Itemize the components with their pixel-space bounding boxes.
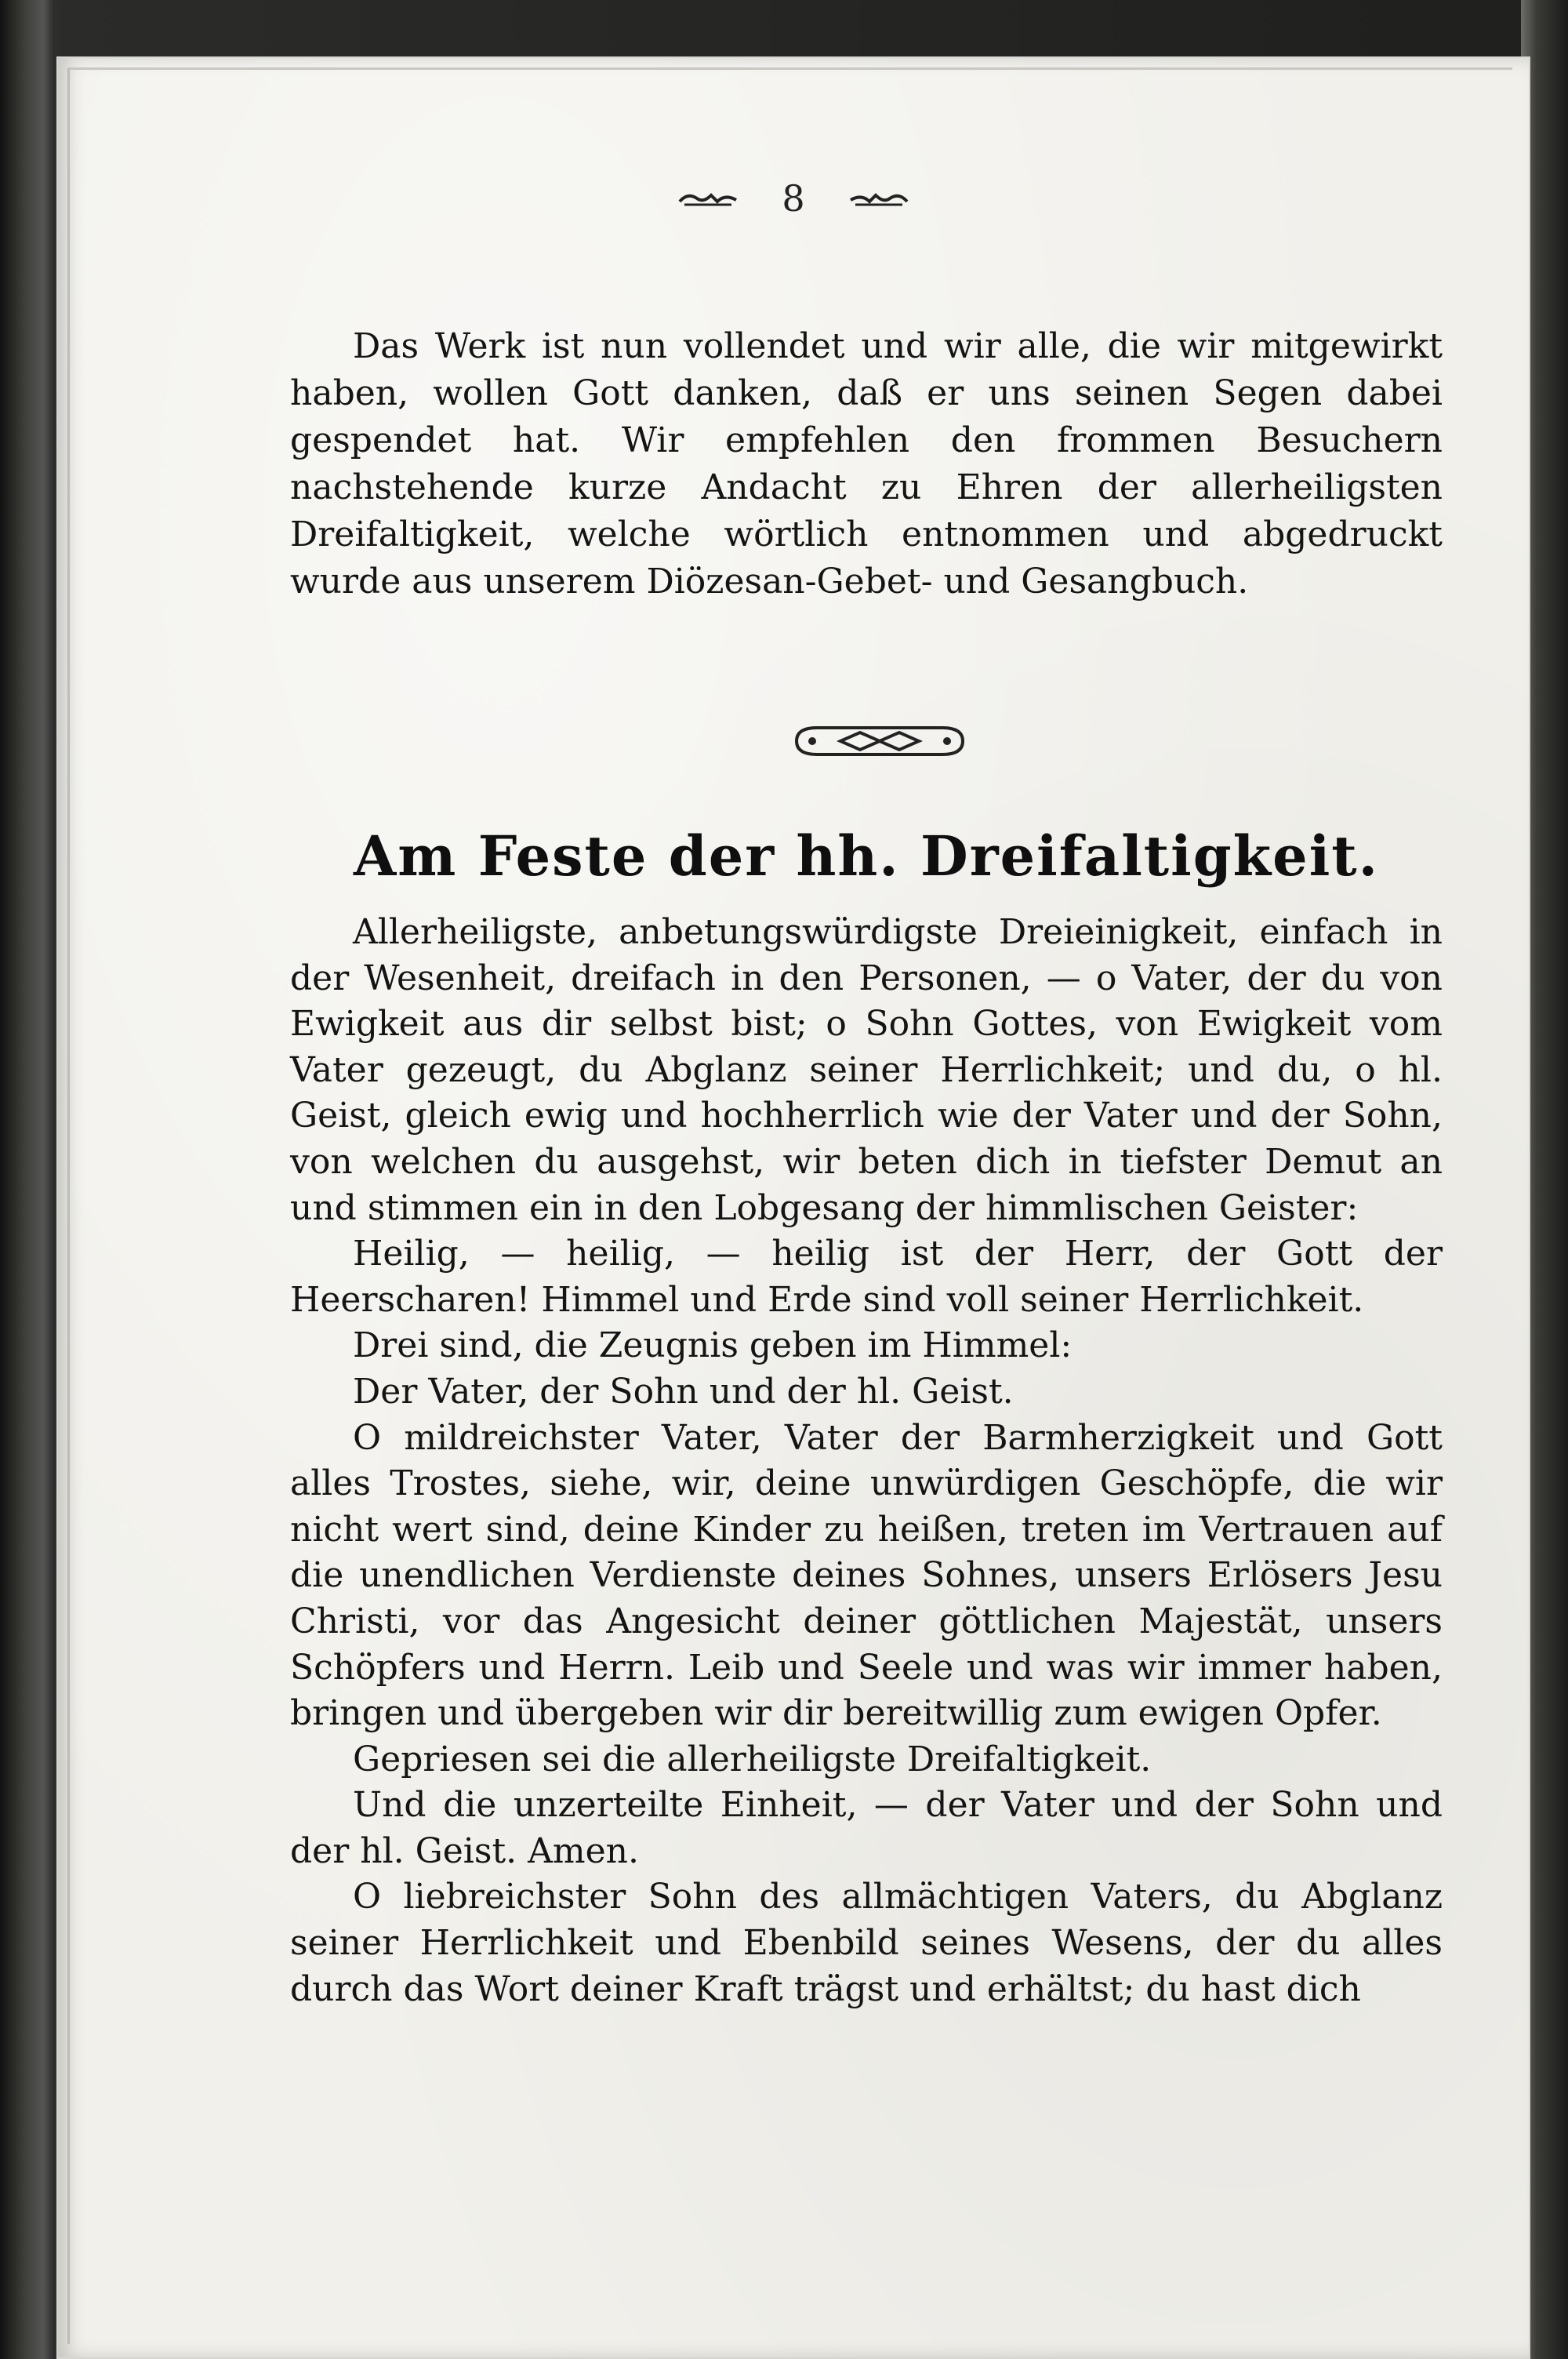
book-page <box>56 56 1530 2359</box>
prayer-paragraph: Drei sind, die Zeugnis geben im Himmel: <box>353 1325 1073 1366</box>
prayer-paragraph: O liebreichster Sohn des allmächtigen Vaters, du Abglanz seiner Herrlichkeit und Ebenbild seines Wesens, der du alles durch das Wort deiner Kraft trägst und erhältst; du hast dich <box>290 1877 1443 2009</box>
left-flourish-icon <box>677 189 739 208</box>
book-binding-edge <box>0 0 55 2359</box>
prayer-paragraph: Gepriesen sei die allerheiligste Dreifaltigkeit. <box>353 1739 1152 1779</box>
page-number: 8 <box>782 177 805 220</box>
page-header <box>56 174 1530 220</box>
prayer-text <box>290 910 1443 2012</box>
prayer-paragraph: Heilig, — heilig, — heilig ist der Herr, der Gott der Heerscharen! Himmel und Erde sind voll seiner Herrlichkeit. <box>290 1234 1443 1320</box>
right-flourish-icon <box>848 189 910 208</box>
scroll-ornament-icon <box>786 722 974 761</box>
prayer-paragraph: Der Vater, der Sohn und der hl. Geist. <box>353 1371 1014 1412</box>
prayer-paragraph: Und die unzerteilte Einheit, — der Vater und der Sohn und der hl. Geist. Amen. <box>290 1785 1443 1871</box>
prayer-paragraph: Allerheiligste, anbetungswürdigste Dreieinigkeit, einfach in der Wesenheit, dreifach in den Personen, — o Vater, der du von Ewigkeit aus dir selbst bist; o Sohn Gottes, von Ewigkeit vom Vater gezeugt, du Abglanz seiner Herrlichkeit; und du, o hl. Geist, gleich ewig und hochherrlich wie der Vater und der Sohn, von welchen du ausgehst, wir beten dich in tiefster Demut an und stimmen ein in den Lobgesang der himmlischen Geister: <box>290 912 1443 1228</box>
prayer-paragraph: O mildreichster Vater, Vater der Barmherzigkeit und Gott alles Trostes, siehe, wir, deine unwürdigen Geschöpfe, die wir nicht wert sind, deine Kinder zu heißen, treten im Vertrauen auf die unendlichen Verdienste deines Sohnes, unsers Erlösers Jesu Christi, vor das Angesicht deiner göttlichen Majestät, unsers Schöpfers und Herrn. Leib und Seele und was wir immer haben, bringen und übergeben wir dir bereitwillig zum ewigen Opfer. <box>290 1417 1443 1734</box>
intro-text <box>290 323 1443 605</box>
section-title: Am Feste der hh. Dreifaltigkeit. <box>353 823 1380 889</box>
intro-paragraph: Das Werk ist nun vollendet und wir alle, die wir mitgewirkt haben, wollen Gott danken, daß er uns seinen Segen dabei gespendet hat. Wir empfehlen den frommen Besuchern nachstehende kurze Andacht zu Ehren der allerheiligsten Dreifaltigkeit, welche wörtlich entnommen und abgedruckt wurde aus unserem Diözesan-Gebet- und Gesangbuch. <box>290 326 1443 602</box>
